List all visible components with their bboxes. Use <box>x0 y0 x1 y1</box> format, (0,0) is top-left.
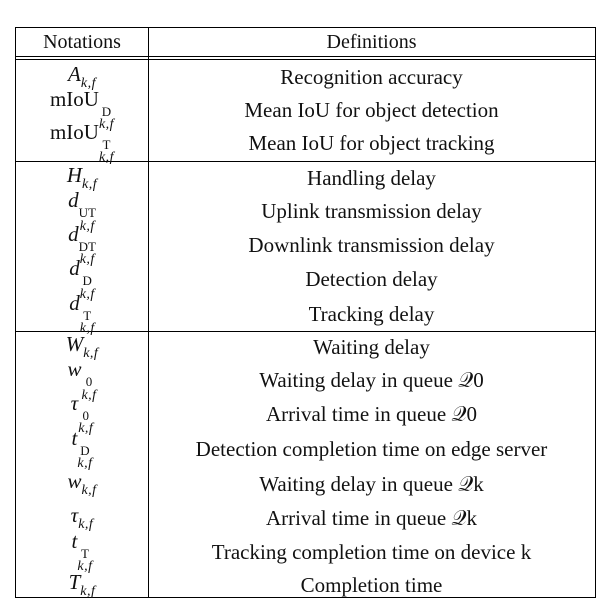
notation-cell <box>16 502 148 532</box>
definition-cell: Mean IoU for object tracking <box>248 130 495 155</box>
notation-subscript: k,f <box>82 176 98 192</box>
notation-cell <box>16 572 148 599</box>
notation-superscript: DT <box>78 238 96 254</box>
table-row <box>16 119 595 166</box>
definition-cell: Arrival time in queue 𝒬0 <box>265 401 478 426</box>
notation-subscript: k,f <box>77 559 93 575</box>
table-row <box>16 390 595 437</box>
notation-subscript: k,f <box>81 482 97 498</box>
notation-superscript: T <box>83 307 92 323</box>
notation-superscript: 0 <box>85 374 93 390</box>
notation-cell <box>16 528 148 575</box>
header-definitions: Definitions <box>326 31 417 53</box>
definition-cell: Tracking completion time on device k <box>211 539 532 564</box>
notation-superscript: 0 <box>82 407 89 423</box>
notation-symbol: d <box>69 256 80 281</box>
notation-symbol: τ <box>70 390 79 415</box>
definition-cell: Recognition accuracy <box>280 64 463 89</box>
table-row <box>16 425 595 472</box>
notation-subscript: k,f <box>77 456 93 472</box>
definition-cell: Mean IoU for object detection <box>244 97 499 122</box>
notation-subscript: k,f <box>79 218 95 234</box>
notation-cell <box>16 425 148 472</box>
definition-cell: Tracking delay <box>308 301 435 326</box>
table-row <box>16 221 595 268</box>
notation-superscript: T <box>102 136 111 152</box>
table-row <box>16 569 595 602</box>
notation-subscript: k,f <box>80 75 96 91</box>
definition-cell: Uplink transmission delay <box>261 199 482 223</box>
notation-symbol: w <box>67 357 82 382</box>
table-row <box>16 467 595 501</box>
table-row <box>16 528 595 575</box>
notation-subscript: k,f <box>83 346 99 361</box>
definition-cell: Waiting delay in queue 𝒬k <box>259 471 484 496</box>
notation-symbol: τ <box>70 502 79 527</box>
notation-prefix: mIoU <box>49 119 99 144</box>
notation-subscript: k,f <box>80 584 96 599</box>
definition-cell: Handling delay <box>307 165 436 190</box>
notation-symbol: d <box>69 290 80 315</box>
notation-superscript: UT <box>78 205 96 221</box>
notation-superscript: T <box>80 545 89 561</box>
notation-superscript: D <box>80 442 90 458</box>
notation-symbol: d <box>68 188 79 213</box>
notation-subscript: k,f <box>98 117 115 133</box>
definition-cell: Detection delay <box>305 267 438 291</box>
notation-symbol: t <box>71 528 78 553</box>
definition-cell: Downlink transmission delay <box>248 232 495 257</box>
notation-subscript: k,f <box>78 421 94 437</box>
notation-cell <box>16 290 148 337</box>
definition-cell: Waiting delay in queue 𝒬0 <box>259 368 484 392</box>
notation-symbol: t <box>71 425 78 450</box>
notation-superscript: D <box>82 273 92 289</box>
notation-cell <box>16 468 148 498</box>
notation-prefix: mIoU <box>49 86 99 111</box>
notation-symbol: d <box>68 221 79 246</box>
notation-subscript: k,f <box>79 252 95 268</box>
notation-cell <box>16 119 148 166</box>
notation-cell <box>16 162 148 192</box>
notation-subscript: k,f <box>81 387 97 403</box>
definition-cell: Waiting delay <box>313 335 430 359</box>
notation-table <box>15 27 596 598</box>
header-notations: Notations <box>43 31 121 53</box>
notation-symbol: w <box>67 468 82 493</box>
notation-superscript: D <box>101 103 112 119</box>
notation-symbol: H <box>66 162 83 187</box>
notation-subscript: k,f <box>78 516 94 532</box>
definition-cell: Completion time <box>300 573 443 597</box>
notation-subscript: k,f <box>79 321 95 337</box>
table-header <box>16 25 595 59</box>
table-row <box>16 290 595 337</box>
notation-subscript: k,f <box>98 150 115 166</box>
notation-symbol: T <box>68 570 81 594</box>
notation-symbol: W <box>65 332 84 356</box>
notation-symbol: A <box>68 61 81 86</box>
notation-cell <box>16 334 148 361</box>
definition-cell: Detection completion time on edge server <box>195 436 548 461</box>
definition-cell: Arrival time in queue 𝒬k <box>265 505 478 530</box>
notation-subscript: k,f <box>79 286 95 302</box>
